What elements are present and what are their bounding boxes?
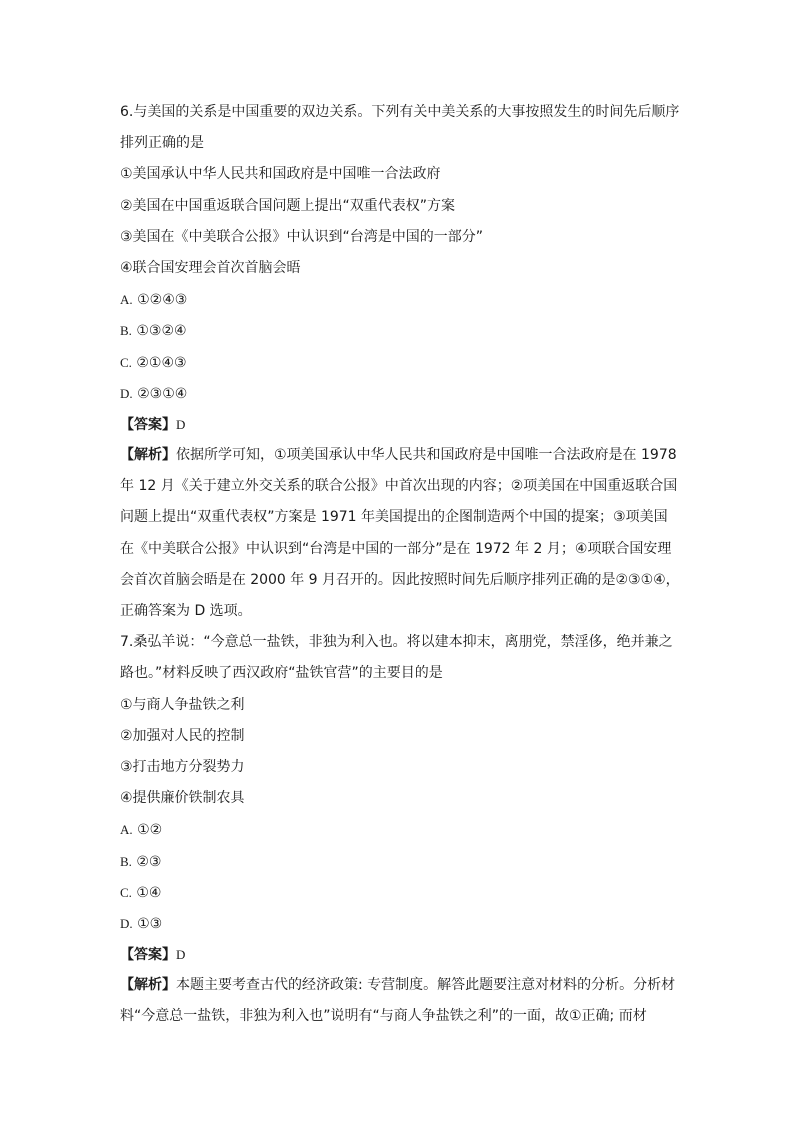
question-6-answer	[120, 409, 680, 440]
question-7-analysis-line-1	[120, 970, 680, 1001]
option-text: ①②④③	[137, 292, 188, 309]
question-6-analysis-line-3: 问题上提出“双重代表权”方案是 1971 年美国提出的企图制造两个中国的提案；③项美国	[120, 509, 668, 526]
question-7-answer	[120, 939, 680, 970]
question-7-option-a	[120, 814, 680, 845]
analysis-text: 依据所学可知，①项美国承认中华人民共和国政府是中国唯一合法政府是在 1978	[176, 447, 677, 464]
answer-value: D	[176, 947, 186, 963]
question-7-option-d	[120, 908, 680, 939]
question-7-item-2: ②加强对人民的控制	[120, 727, 245, 744]
question-6-option-a	[120, 284, 680, 315]
answer-label: 【答案】	[120, 947, 176, 964]
question-6-item-4: ④联合国安理会首次首脑会晤	[120, 259, 301, 276]
option-text: ②③①④	[137, 385, 188, 402]
question-7-option-b	[120, 846, 680, 877]
question-7-analysis-line-2: 料“今意总一盐铁，非独为利入也”说明有“与商人争盐铁之利”的一面，故①正确; 而材	[120, 1008, 647, 1025]
analysis-text: 本题主要考查古代的经济政策: 专营制度。解答此题要注意对材料的分析。分析材	[176, 977, 676, 994]
question-6-analysis-line-1	[120, 440, 680, 471]
question-6-item-1: ①美国承认中华人民共和国政府是中国唯一合法政府	[120, 166, 441, 183]
option-text: ②①④③	[136, 354, 187, 371]
answer-label: 【答案】	[120, 416, 176, 433]
option-text: ①③②④	[136, 323, 187, 340]
question-7-item-1: ①与商人争盐铁之利	[120, 696, 245, 713]
question-7-item-4: ④提供廉价铁制农具	[120, 790, 245, 807]
page-content	[120, 97, 680, 1033]
question-7-option-c	[120, 877, 680, 908]
option-key: C.	[120, 884, 132, 900]
analysis-label: 【解析】	[120, 447, 176, 464]
answer-value: D	[176, 416, 186, 432]
question-6-item-2: ②美国在中国重返联合国问题上提出“双重代表权”方案	[120, 197, 456, 214]
option-text: ①②	[137, 822, 163, 839]
analysis-label: 【解析】	[120, 977, 176, 994]
question-6-analysis-line-4: 在《中美联合公报》中认识到“台湾是中国的一部分”是在 1972 年 2 月；④项联合国安理	[120, 540, 672, 557]
option-key: A.	[120, 822, 133, 838]
option-key: B.	[120, 323, 132, 339]
option-key: C.	[120, 354, 132, 370]
question-6-stem-line-2: 排列正确的是	[120, 135, 204, 152]
option-key: B.	[120, 853, 132, 869]
option-text: ①③	[137, 915, 163, 932]
question-7-stem-line-1: 7.桑弘羊说：“今意总一盐铁，非独为利入也。将以建本抑末，离朋党，禁淫侈，绝并兼之	[120, 634, 673, 651]
question-6-analysis-line-5: 会首次首脑会晤是在 2000 年 9 月召开的。因此按照时间先后顺序排列正确的是②③①④，	[120, 571, 680, 588]
question-6-stem-line-1: 6.与美国的关系是中国重要的双边关系。下列有关中美关系的大事按照发生的时间先后顺序	[120, 104, 680, 120]
question-7-item-3: ③打击地方分裂势力	[120, 758, 245, 775]
option-text: ②③	[136, 853, 162, 870]
question-6-option-c	[120, 347, 680, 378]
question-6-item-3: ③美国在《中美联合公报》中认识到“台湾是中国的一部分”	[120, 228, 484, 245]
question-6-analysis-line-6: 正确答案为 D 选项。	[120, 603, 252, 619]
question-6-option-d	[120, 378, 680, 409]
option-key: A.	[120, 292, 133, 308]
question-7-stem-line-2: 路也。”材料反映了西汉政府“盐铁官营”的主要目的是	[120, 665, 443, 682]
question-6-analysis-line-2: 年 12 月《关于建立外交关系的联合公报》中首次出现的内容；②项美国在中国重返联合国	[120, 478, 678, 495]
option-key: D.	[120, 915, 133, 931]
question-6-option-b	[120, 315, 680, 346]
option-key: D.	[120, 385, 133, 401]
option-text: ①④	[136, 884, 162, 901]
